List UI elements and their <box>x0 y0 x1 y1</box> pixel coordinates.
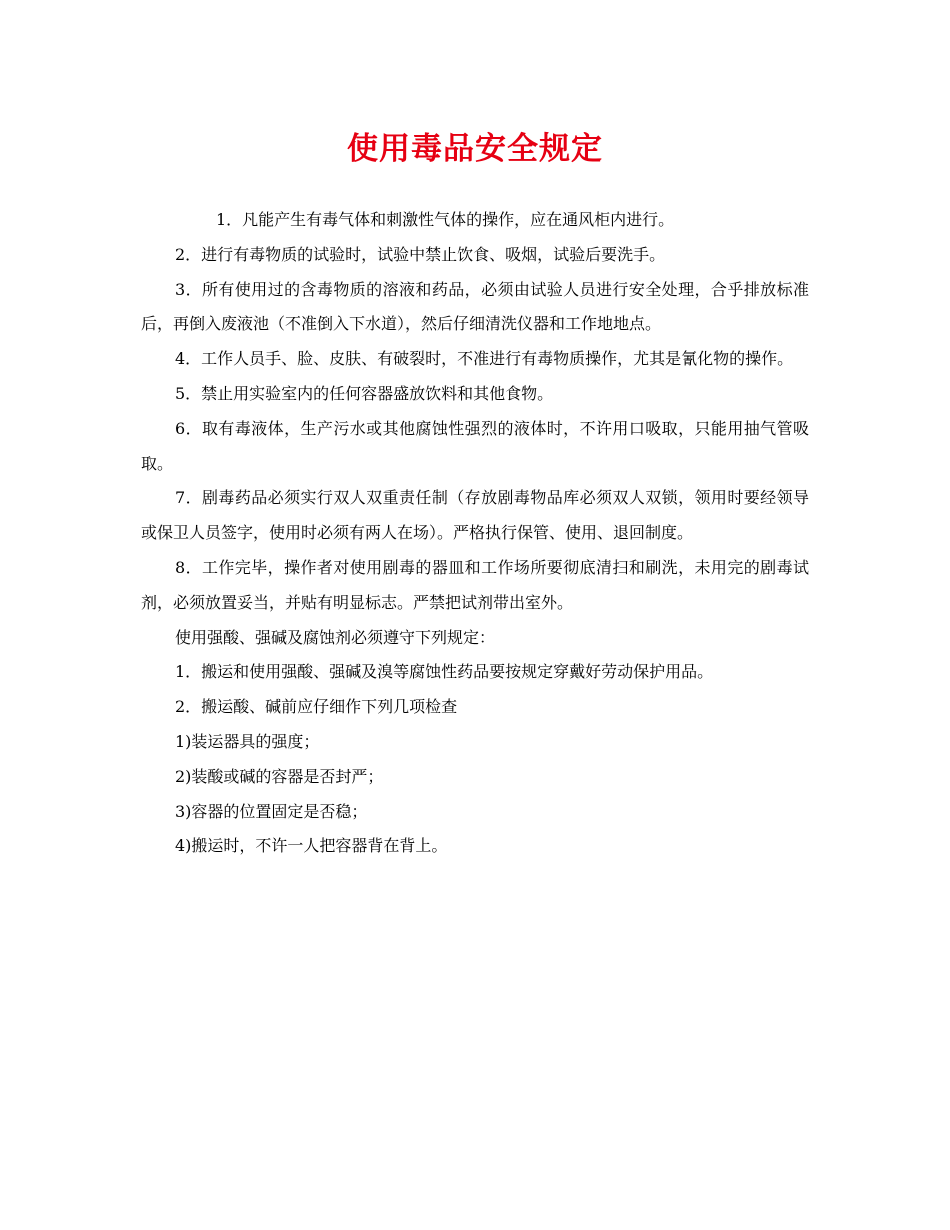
paragraph-rule-7: 7．剧毒药品必须实行双人双重责任制（存放剧毒物品库必须双人双锁，领用时要经领导或保卫人员签字，使用时必须有两人在场）。严格执行保管、使用、退回制度。 <box>141 488 809 543</box>
paragraph-rule-5: 5．禁止用实验室内的任何容器盛放饮料和其他食物。 <box>175 383 554 403</box>
paragraph-rule-2: 2．进行有毒物质的试验时，试验中禁止饮食、吸烟，试验后要洗手。 <box>175 244 666 264</box>
document-body <box>141 203 809 864</box>
paragraph-check-4: 4)搬运时，不许一人把容器背在背上。 <box>175 836 448 856</box>
paragraph-acid-heading: 使用强酸、强碱及腐蚀剂必须遵守下列规定： <box>175 627 496 647</box>
paragraph-rule-3: 3．所有使用过的含毒物质的溶液和药品，必须由试验人员进行安全处理，合乎排放标准后，再倒入废液池（不准倒入下水道），然后仔细清洗仪器和工作地地点。 <box>141 279 809 334</box>
paragraph-rule-8: 8．工作完毕，操作者对使用剧毒的器皿和工作场所要彻底清扫和刷洗，未用完的剧毒试剂，必须放置妥当，并贴有明显标志。严禁把试剂带出室外。 <box>141 557 809 612</box>
paragraph-rule-4: 4．工作人员手、脸、皮肤、有破裂时，不准进行有毒物质操作，尤其是氰化物的操作。 <box>175 349 794 369</box>
paragraph-rule-6: 6．取有毒液体，生产污水或其他腐蚀性强烈的液体时，不许用口吸取，只能用抽气管吸取。 <box>141 418 809 473</box>
paragraph-acid-rule-2: 2．搬运酸、碱前应仔细作下列几项检查 <box>175 697 458 717</box>
document-title: 使用毒品安全规定 <box>347 131 603 167</box>
paragraph-acid-rule-1: 1．搬运和使用强酸、强碱及溴等腐蚀性药品要按规定穿戴好劳动保护用品。 <box>175 662 714 682</box>
paragraph-check-2: 2)装酸或碱的容器是否封严； <box>175 766 384 786</box>
paragraph-check-3: 3)容器的位置固定是否稳； <box>175 801 368 821</box>
paragraph-rule-1: 1．凡能产生有毒气体和刺激性气体的操作，应在通风柜内进行。 <box>216 210 675 229</box>
paragraph-check-1: 1)装运器具的强度； <box>175 731 320 751</box>
